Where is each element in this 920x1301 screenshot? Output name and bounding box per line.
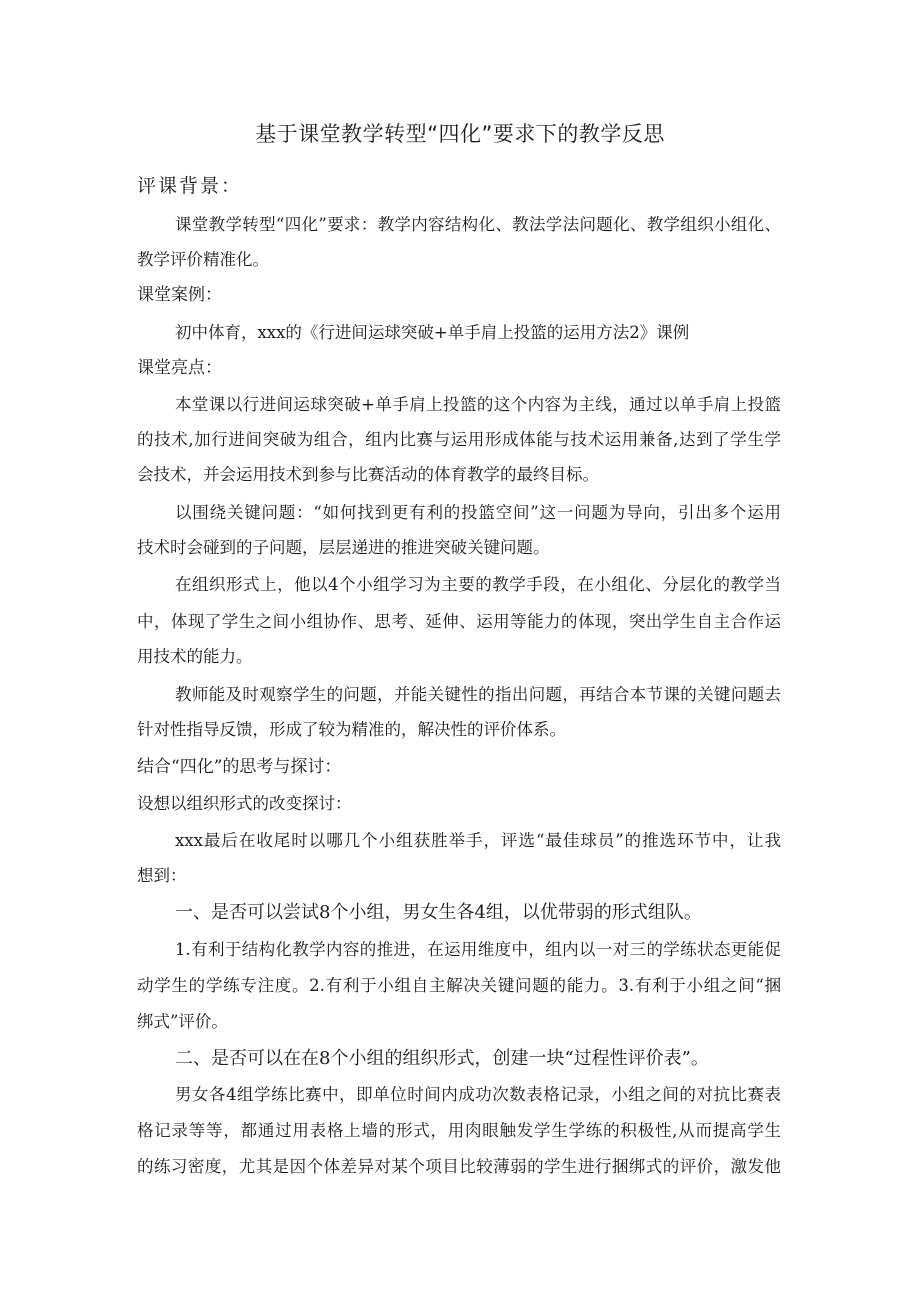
- paragraph-line: 针对性指导反馈，形成了较为精准的，解决性的评价体系。: [137, 720, 566, 739]
- paragraph-line: 教学评价精准化。: [137, 250, 269, 269]
- paragraph-line: 格记录等等，都通过用表格上墙的形式，用肉眼触发学生学练的积极性,从而提高学生: [137, 1121, 781, 1140]
- paragraph-line: 用技术的能力。: [137, 647, 253, 666]
- paragraph-line: 教师能及时观察学生的问题，并能关键性的指出问题，再结合本节课的关键问题去: [175, 685, 781, 704]
- paragraph-line: 课堂教学转型“四化”要求：教学内容结构化、教法学法问题化、教学组织小组化、: [175, 215, 781, 234]
- heading-case: 课堂案例：: [137, 285, 222, 305]
- paragraph-line: 的练习密度，尤其是因个体差异对某个项目比较薄弱的学生进行捆绑式的评价，激发他: [137, 1157, 781, 1176]
- paragraph-line: 中，体现了学生之间小组协作、思考、延伸、运用等能力的体现，突出学生自主合作运: [137, 612, 781, 631]
- paragraph-line: 1.有利于结构化教学内容的推进，在运用维度中，组内以一对三的学练状态更能促: [175, 940, 781, 959]
- paragraph-line: xxx最后在收尾时以哪几个小组获胜举手，评选“最佳球员”的推选环节中，让我: [175, 831, 781, 850]
- list-item-two: 二、是否可以在在8个小组的组织形式，创建一块“过程性评价表”。: [175, 1048, 709, 1069]
- list-item-one: 一、是否可以尝试8个小组，男女生各4组，以优带弱的形式组队。: [175, 902, 702, 923]
- paragraph-line: 想到：: [137, 866, 187, 885]
- paragraph-line: 以围绕关键问题：“如何找到更有利的投篮空间”这一问题为导向，引出多个运用: [175, 503, 781, 522]
- paragraph-line: 初中体育，xxx的《行进间运球突破+单手肩上投篮的运用方法2》课例: [175, 323, 690, 342]
- paragraph-line: 绑式”评价。: [137, 1012, 228, 1031]
- heading-highlights: 课堂亮点：: [137, 358, 222, 378]
- paragraph-line: 技术时会碰到的子问题，层层递进的推进突破关键问题。: [137, 538, 550, 557]
- paragraph-line: 在组织形式上，他以4个小组学习为主要的教学手段，在小组化、分层化的教学当: [175, 575, 781, 594]
- document-title: 基于课堂教学转型“四化”要求下的教学反思: [255, 122, 665, 146]
- paragraph-line: 的技术,加行进间突破为组合，组内比赛与运用形成体能与技术运用兼备,达到了学生学: [137, 430, 781, 449]
- heading-reflection: 结合“四化”的思考与探讨：: [137, 757, 342, 777]
- subheading-reflection: 设想以组织形式的改变探讨：: [137, 794, 352, 813]
- paragraph-line: 本堂课以行进间运球突破+单手肩上投篮的这个内容为主线，通过以单手肩上投篮: [175, 395, 781, 414]
- paragraph-line: 男女各4组学练比赛中，即单位时间内成功次数表格记录，小组之间的对抗比赛表: [175, 1085, 781, 1104]
- heading-background: 评课背景：: [137, 175, 243, 197]
- paragraph-line: 会技术，并会运用技术到参与比赛活动的体育教学的最终目标。: [137, 465, 599, 484]
- paragraph-line: 动学生的学练专注度。2.有利于小组自主解决关键问题的能力。3.有利于小组之间“捆: [137, 976, 781, 995]
